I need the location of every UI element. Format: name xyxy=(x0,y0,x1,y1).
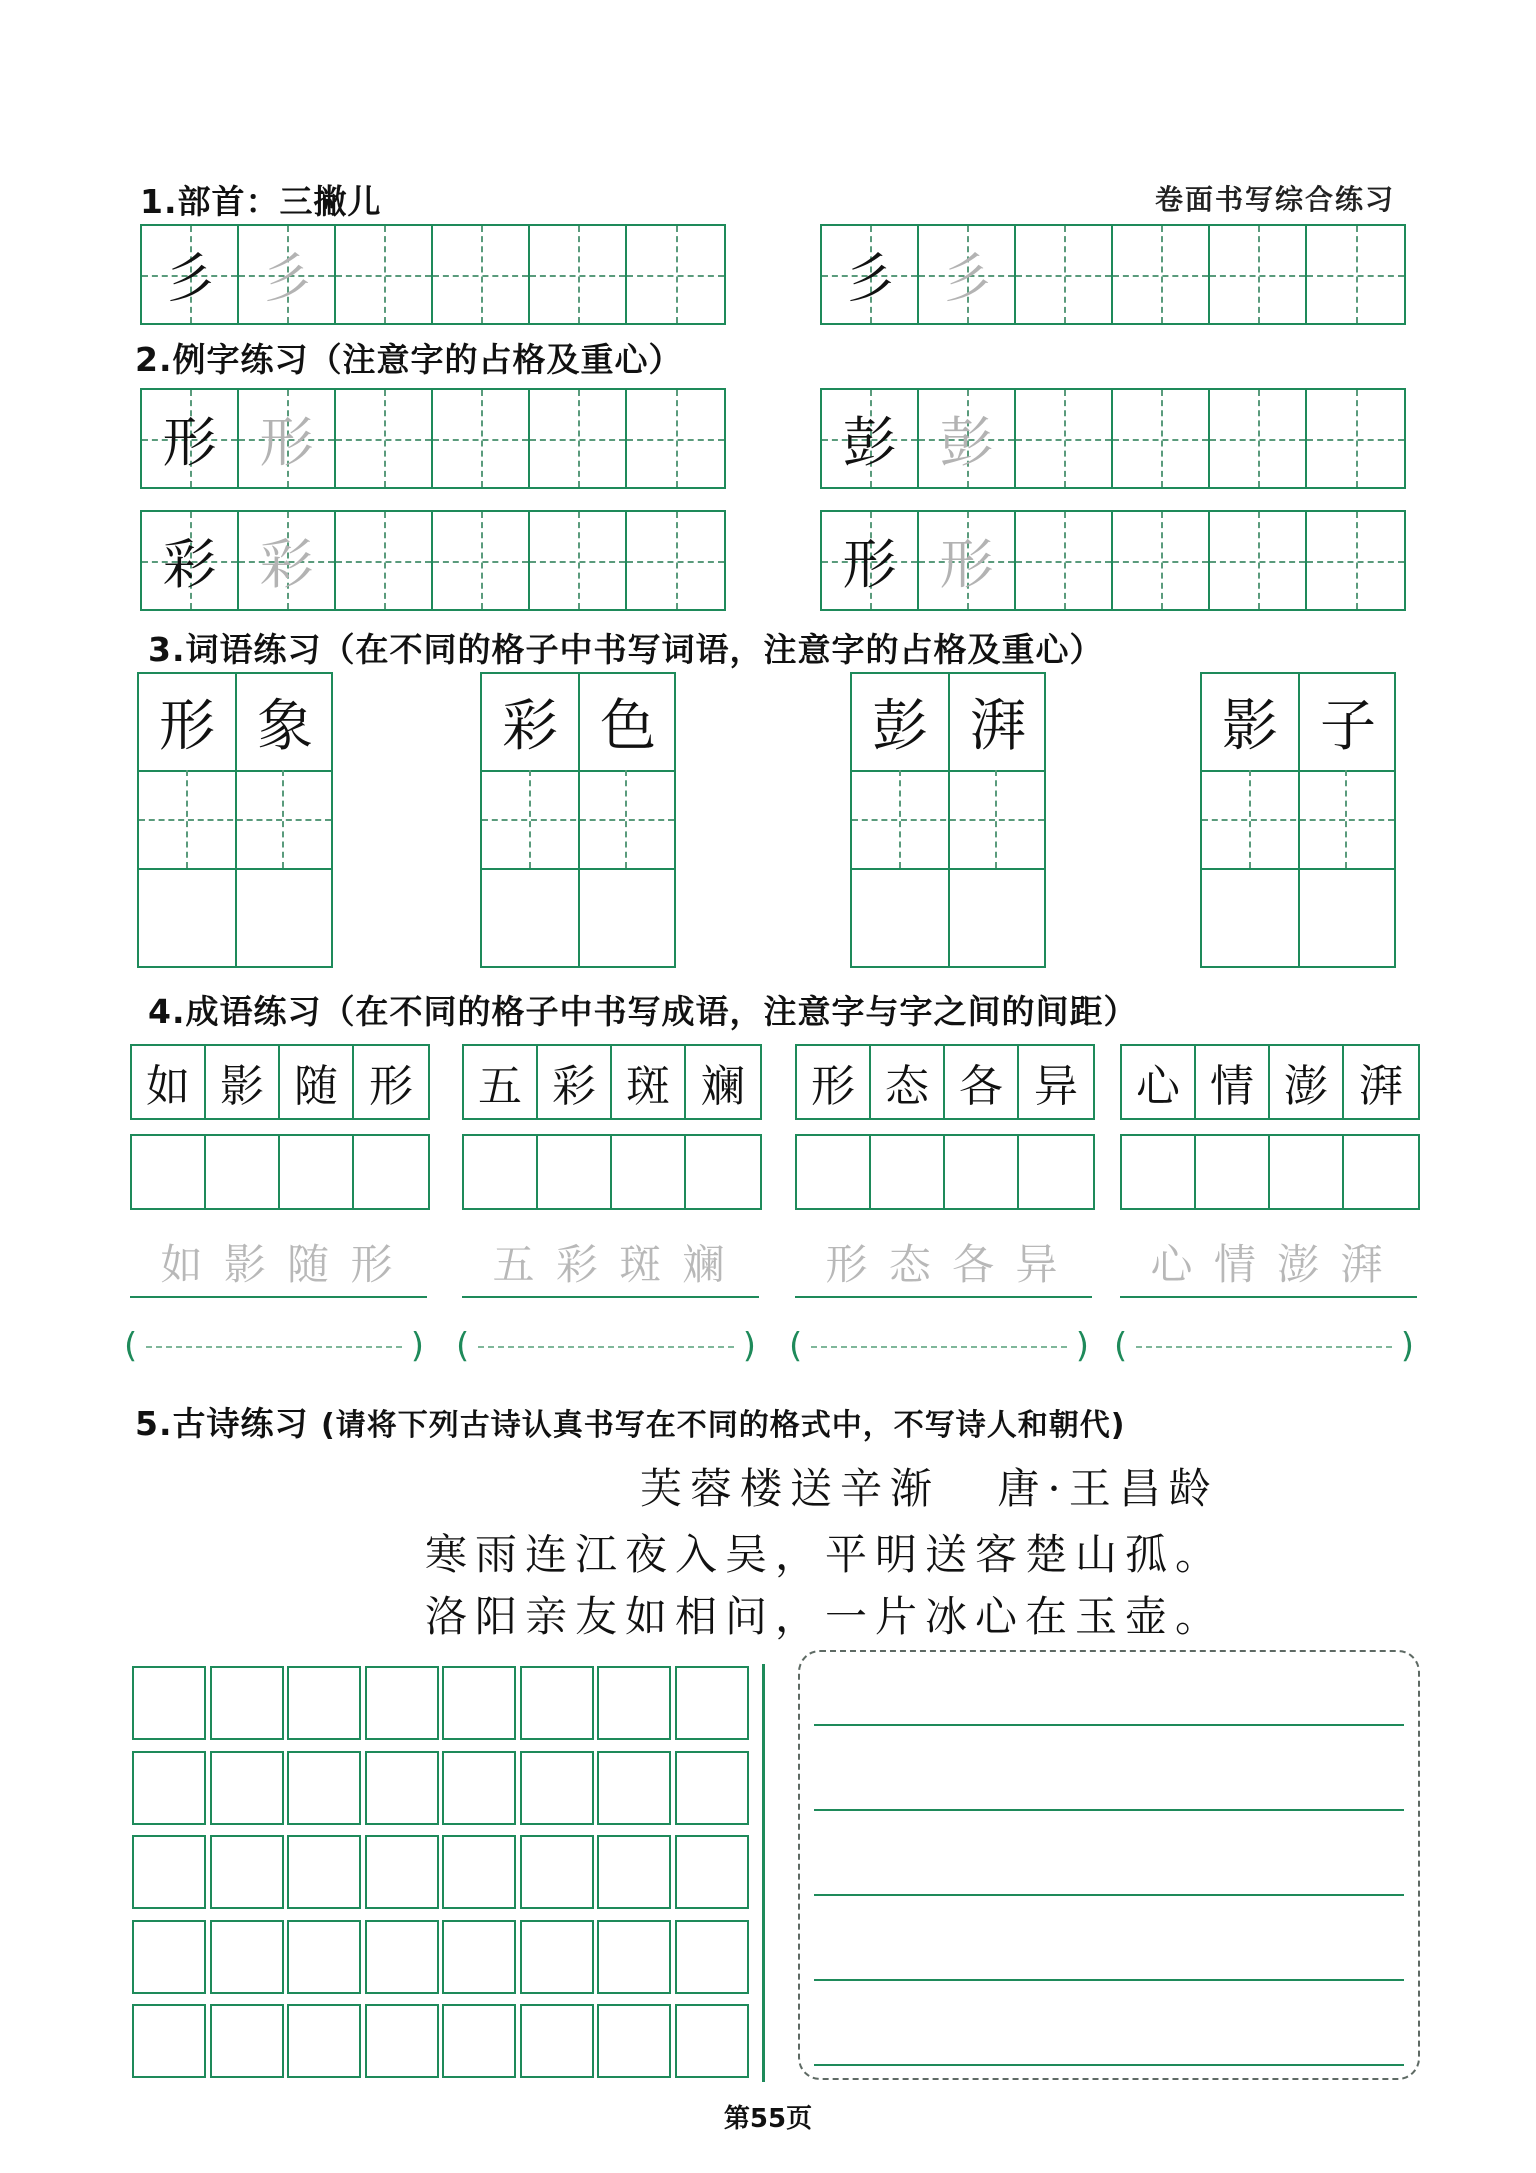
writing-line xyxy=(814,1809,1404,1811)
writing-square[interactable] xyxy=(365,1920,439,1994)
writing-square[interactable] xyxy=(210,2004,284,2078)
idiom-char: 形 xyxy=(797,1046,871,1118)
idiom-trace-line[interactable]: 心 情 澎 湃 xyxy=(1120,1246,1417,1298)
grid-cell xyxy=(822,512,919,609)
grid-cell[interactable] xyxy=(1210,512,1307,609)
grid-cell[interactable] xyxy=(336,226,433,323)
section3-title: 3.词语练习（在不同的格子中书写词语，注意字的占格及重心） xyxy=(148,630,1104,669)
writing-square[interactable] xyxy=(210,1751,284,1825)
idiom-char: 斓 xyxy=(701,1061,745,1112)
pinyin-answer-bracket[interactable] xyxy=(1114,1326,1414,1366)
grid-cell xyxy=(919,512,1016,609)
writing-square[interactable] xyxy=(210,1835,284,1909)
idiom-char: 影 xyxy=(206,1046,280,1118)
grid-cell xyxy=(142,512,239,609)
blank-cell[interactable] xyxy=(538,1136,612,1208)
idiom-trace-line[interactable]: 形 态 各 异 xyxy=(795,1246,1092,1298)
practice-row-char-4 xyxy=(820,510,1406,611)
idiom-char: 情 xyxy=(1196,1046,1270,1118)
writing-square[interactable] xyxy=(520,1751,594,1825)
writing-square[interactable] xyxy=(597,1751,671,1825)
grid-cell[interactable] xyxy=(1113,226,1210,323)
trace-char: 彡 xyxy=(259,247,314,310)
word-char-2: 色 xyxy=(600,694,656,759)
blank-cell[interactable] xyxy=(612,1136,686,1208)
trace-char: 彩 xyxy=(259,533,314,596)
grid-cell[interactable] xyxy=(1307,226,1404,323)
grid-cell[interactable] xyxy=(1016,390,1113,487)
trace-char: 形 xyxy=(939,533,994,596)
model-char: 彡 xyxy=(842,247,897,310)
open-paren: ( xyxy=(456,1326,470,1366)
practice-row-radical-2 xyxy=(820,224,1406,325)
writing-square[interactable] xyxy=(287,1920,361,1994)
grid-divider xyxy=(762,1664,765,2082)
trace-char: 彭 xyxy=(939,411,994,474)
grid-cell xyxy=(822,390,919,487)
word-practice-grid[interactable] xyxy=(1200,672,1396,968)
blank-cell[interactable] xyxy=(945,1136,1019,1208)
poem-line-2: 洛阳亲友如相问，一片冰心在玉壶。 xyxy=(425,1592,1226,1641)
grid-cell xyxy=(142,390,239,487)
practice-row-radical-1 xyxy=(140,224,726,325)
word-char-1: 形 xyxy=(159,694,215,759)
word-practice-grid[interactable] xyxy=(480,672,676,968)
pinyin-answer-bracket[interactable] xyxy=(789,1326,1089,1366)
section5-title-note: (请将下列古诗认真书写在不同的格式中，不写诗人和朝代) xyxy=(321,1408,1126,1443)
writing-square[interactable] xyxy=(132,2004,206,2078)
grid-cell[interactable] xyxy=(1210,390,1307,487)
blank-cell[interactable] xyxy=(797,1136,871,1208)
idiom-blank-row[interactable] xyxy=(1120,1134,1420,1210)
writing-square[interactable] xyxy=(675,2004,749,2078)
writing-square[interactable] xyxy=(442,1751,516,1825)
pinyin-answer-bracket[interactable] xyxy=(124,1326,424,1366)
writing-square[interactable] xyxy=(597,2004,671,2078)
grid-cell[interactable] xyxy=(1307,512,1404,609)
word-char-2: 子 xyxy=(1320,694,1376,759)
word-char-2: 象 xyxy=(257,694,313,759)
writing-square[interactable] xyxy=(675,1835,749,1909)
writing-line xyxy=(814,1894,1404,1896)
idiom-model-row xyxy=(462,1044,762,1120)
writing-square[interactable] xyxy=(287,1751,361,1825)
writing-square[interactable] xyxy=(675,1920,749,1994)
blank-cell[interactable] xyxy=(206,1136,280,1208)
grid-cell[interactable] xyxy=(1016,226,1113,323)
grid-cell[interactable] xyxy=(1113,512,1210,609)
writing-square[interactable] xyxy=(442,1666,516,1740)
writing-square[interactable] xyxy=(597,1835,671,1909)
writing-square[interactable] xyxy=(520,1666,594,1740)
idiom-char: 五 xyxy=(464,1046,538,1118)
writing-square[interactable] xyxy=(287,1835,361,1909)
grid-cell[interactable] xyxy=(1307,390,1404,487)
idiom-blank-row[interactable] xyxy=(462,1134,762,1210)
grid-cell xyxy=(239,226,336,323)
word-char-1: 彭 xyxy=(872,694,928,759)
section1-title: 1.部首：三撇儿 xyxy=(140,182,382,221)
idiom-model-row xyxy=(130,1044,430,1120)
writing-square[interactable] xyxy=(520,1835,594,1909)
open-paren: ( xyxy=(789,1326,803,1366)
blank-cell[interactable] xyxy=(1122,1136,1196,1208)
grid-cell[interactable] xyxy=(627,226,724,323)
grid-cell[interactable] xyxy=(336,390,433,487)
lined-writing-box[interactable] xyxy=(798,1650,1420,2080)
blank-cell[interactable] xyxy=(280,1136,354,1208)
idiom-char: 如 xyxy=(132,1046,206,1118)
idiom-trace-line[interactable]: 五 彩 斑 斓 xyxy=(462,1246,759,1298)
model-char: 彡 xyxy=(162,247,217,310)
model-char: 形 xyxy=(162,411,217,474)
grid-cell[interactable] xyxy=(627,512,724,609)
writing-square[interactable] xyxy=(520,1920,594,1994)
writing-square[interactable] xyxy=(132,1751,206,1825)
blank-cell[interactable] xyxy=(1196,1136,1270,1208)
blank-cell[interactable] xyxy=(1344,1136,1418,1208)
writing-square[interactable] xyxy=(132,1920,206,1994)
idiom-blank-row[interactable] xyxy=(795,1134,1095,1210)
poem-line-1: 寒雨连江夜入吴，平明送客楚山孤。 xyxy=(425,1530,1226,1579)
writing-square[interactable] xyxy=(442,1920,516,1994)
idiom-blank-row[interactable] xyxy=(130,1134,430,1210)
grid-cell[interactable] xyxy=(336,512,433,609)
idiom-trace-line[interactable]: 如 影 随 形 xyxy=(130,1246,427,1298)
grid-cell[interactable] xyxy=(530,390,627,487)
grid-cell[interactable] xyxy=(433,390,530,487)
practice-row-char-2 xyxy=(820,388,1406,489)
grid-cell xyxy=(822,226,919,323)
poem-author: 唐·王昌龄 xyxy=(997,1464,1219,1513)
writing-square[interactable] xyxy=(210,1666,284,1740)
writing-line xyxy=(814,2064,1404,2066)
model-char: 彭 xyxy=(842,411,897,474)
grid-cell xyxy=(239,512,336,609)
writing-square[interactable] xyxy=(132,1835,206,1909)
idiom-char: 斑 xyxy=(612,1046,686,1118)
open-paren: ( xyxy=(124,1326,138,1366)
writing-square[interactable] xyxy=(675,1751,749,1825)
idiom-char: 随 xyxy=(280,1046,354,1118)
model-char: 形 xyxy=(842,533,897,596)
blank-cell[interactable] xyxy=(871,1136,945,1208)
close-paren: ) xyxy=(1075,1326,1089,1366)
writing-square[interactable] xyxy=(442,1835,516,1909)
grid-cell[interactable] xyxy=(433,226,530,323)
writing-square[interactable] xyxy=(365,1751,439,1825)
idiom-char: 异 xyxy=(1034,1061,1078,1112)
writing-line xyxy=(814,1724,1404,1726)
writing-square[interactable] xyxy=(675,1666,749,1740)
close-paren: ) xyxy=(742,1326,756,1366)
grid-cell[interactable] xyxy=(627,390,724,487)
word-practice-grid[interactable] xyxy=(850,672,1046,968)
idiom-char: 态 xyxy=(871,1046,945,1118)
poem-title-line xyxy=(640,1456,1219,1516)
writing-square[interactable] xyxy=(287,1666,361,1740)
writing-square[interactable] xyxy=(442,2004,516,2078)
close-paren: ) xyxy=(1400,1326,1414,1366)
word-char-1: 影 xyxy=(1222,694,1278,759)
section2-title: 2.例字练习（注意字的占格及重心） xyxy=(135,340,683,379)
poem-title: 芙蓉楼送辛渐 xyxy=(640,1464,941,1513)
grid-cell xyxy=(239,390,336,487)
idiom-char: 澎 xyxy=(1270,1046,1344,1118)
writing-square[interactable] xyxy=(365,1666,439,1740)
idiom-char: 湃 xyxy=(1359,1061,1403,1112)
idiom-char: 形 xyxy=(369,1061,413,1112)
blank-cell[interactable] xyxy=(132,1136,206,1208)
blank-cell[interactable] xyxy=(1270,1136,1344,1208)
writing-square[interactable] xyxy=(597,1920,671,1994)
writing-square[interactable] xyxy=(365,1835,439,1909)
section5-title xyxy=(135,1398,1125,1445)
idiom-model-row xyxy=(795,1044,1095,1120)
blank-cell[interactable] xyxy=(686,1136,760,1208)
grid-cell xyxy=(919,226,1016,323)
blank-cell[interactable] xyxy=(1019,1136,1093,1208)
writing-square[interactable] xyxy=(132,1666,206,1740)
idiom-char: 各 xyxy=(945,1046,1019,1118)
practice-row-char-1 xyxy=(140,388,726,489)
trace-char: 形 xyxy=(259,411,314,474)
section4-title: 4.成语练习（在不同的格子中书写成语，注意字与字之间的间距） xyxy=(148,992,1138,1031)
section5-title-text: 5.古诗练习 xyxy=(135,1404,309,1443)
idiom-model-row xyxy=(1120,1044,1420,1120)
writing-square[interactable] xyxy=(287,2004,361,2078)
open-paren: ( xyxy=(1114,1326,1128,1366)
close-paren: ) xyxy=(410,1326,424,1366)
word-char-1: 彩 xyxy=(502,694,558,759)
grid-cell[interactable] xyxy=(530,226,627,323)
grid-cell[interactable] xyxy=(433,512,530,609)
writing-square[interactable] xyxy=(210,1920,284,1994)
word-practice-grid[interactable] xyxy=(137,672,333,968)
writing-square[interactable] xyxy=(365,2004,439,2078)
grid-cell xyxy=(142,226,239,323)
word-char-2: 湃 xyxy=(970,694,1026,759)
grid-cell[interactable] xyxy=(1016,512,1113,609)
blank-cell[interactable] xyxy=(354,1136,428,1208)
page-number: 第55页 xyxy=(723,2104,813,2134)
practice-row-char-3 xyxy=(140,510,726,611)
idiom-char: 心 xyxy=(1122,1046,1196,1118)
grid-cell xyxy=(919,390,1016,487)
pinyin-answer-bracket[interactable] xyxy=(456,1326,756,1366)
grid-cell[interactable] xyxy=(530,512,627,609)
writing-square[interactable] xyxy=(520,2004,594,2078)
model-char: 彩 xyxy=(162,533,217,596)
writing-square[interactable] xyxy=(597,1666,671,1740)
grid-cell[interactable] xyxy=(1210,226,1307,323)
grid-cell[interactable] xyxy=(1113,390,1210,487)
idiom-char: 彩 xyxy=(538,1046,612,1118)
worksheet-title: 卷面书写综合练习 xyxy=(1155,183,1396,216)
writing-line xyxy=(814,1979,1404,1981)
blank-cell[interactable] xyxy=(464,1136,538,1208)
trace-char: 彡 xyxy=(939,247,994,310)
